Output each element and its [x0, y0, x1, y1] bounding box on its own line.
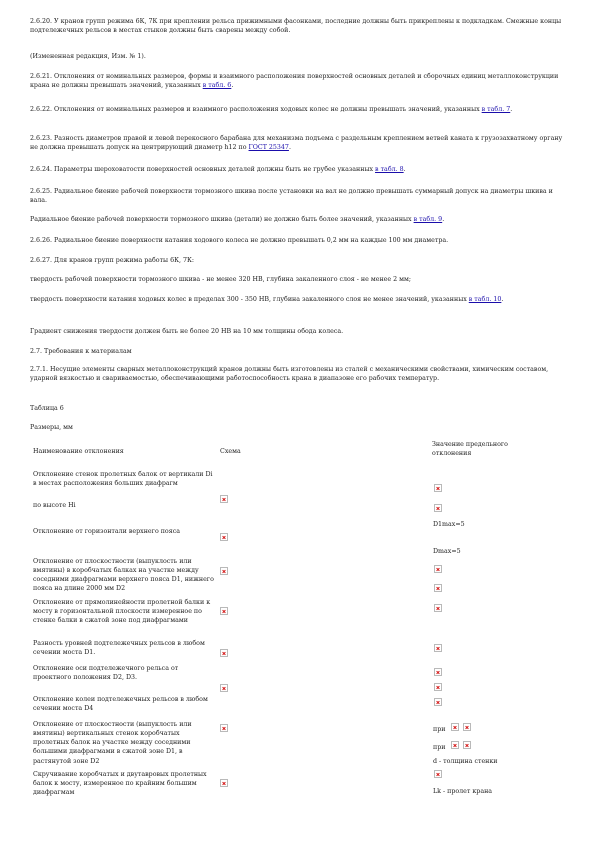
paragraph-2-6-23: 2.6.23. Разность диаметров правой и левой перекосного барабана для механизма подъема с раздельным креплением ветвей каната к грузозахватному органу не должна превышать допуск на центрирующий диаметр h12 по ГОСТ 25347.: [30, 135, 563, 152]
limit-value: Lk - пролет крана: [433, 788, 493, 795]
link-table-9[interactable]: в табл. 9: [413, 216, 443, 223]
paragraph-text: Радиальное биение рабочей поверхности тормозного шкива (детали) не должно быть более значений, указанных: [30, 216, 414, 223]
table-row: Отклонение стенок пролетных балок от вертикали Di в местах расположения больших диафрагм: [33, 471, 213, 488]
table-header-limit: Значение предельного отклонения: [432, 441, 508, 458]
paragraph-2-6-25: 2.6.25. Радиальное биение рабочей поверхности тормозного шкива после установки на вал не должно превышать суммарный допуск на диаметры шкива и вала.: [30, 188, 553, 205]
broken-image-icon: [463, 741, 471, 749]
paragraph-2-6-20: 2.6.20. У кранов групп режима 6К, 7К при креплении рельса прижимными фасонками, последние должны быть прикреплены к подкладкам. Смежные концы подтележечных рельсов в местах стыков должны быть сварены между собой.: [30, 18, 562, 35]
broken-image-icon: [434, 504, 442, 512]
table-caption: Таблица 6: [30, 405, 64, 412]
broken-image-icon: [220, 724, 228, 732]
paragraph-2-6-27: 2.6.27. Для кранов групп режима работы 6К, 7К:: [30, 257, 194, 264]
limit-value: Dmax=5: [433, 548, 461, 555]
paragraph-2-6-21: 2.6.21. Отклонения от номинальных размеров, формы и взаимного расположения поверхностей основных деталей и сборочных единиц металлоконструкции крана не должны превышать значений, указанных в табл. 6.: [30, 73, 559, 90]
paragraph-2-6-24: 2.6.24. Параметры шероховатости поверхностей основных деталей должны быть не грубее указанных в табл. 8.: [30, 166, 406, 173]
table-units: Размеры, мм: [30, 424, 73, 431]
section-heading-2-7: 2.7. Требования к материалам: [30, 348, 132, 355]
table-header-deviation: Наименование отклонения: [33, 448, 124, 455]
broken-image-icon: [220, 495, 228, 503]
broken-image-icon: [434, 668, 442, 676]
table-row: по высоте Hi: [33, 502, 76, 509]
paragraph-text: твердость поверхности катания ходовых колес в пределах 300 - 350 HB, глубина закаленного слоя не менее значений, указанных: [30, 296, 469, 303]
table-row: Отклонение оси подтележечного рельса от проектного положения D2, D3.: [33, 665, 179, 682]
broken-image-icon: [451, 723, 459, 731]
table-row: Отклонение от прямолинейности пролетной балки к мосту в горизонтальной плоскости измеренное по стенке балки в сжатой зоне под диафрагмами: [33, 599, 211, 625]
paragraph-radial-runout: Радиальное биение рабочей поверхности тормозного шкива (детали) не должно быть более значений, указанных в табл. 9.: [30, 216, 445, 223]
table-row: Отклонение от горизонтали верхнего пояса: [33, 528, 180, 535]
paragraph-2-7-1: 2.7.1. Несущие элементы сварных металлоконструкций кранов должны быть изготовлены из сталей с механическими свойствами, химическим составом, ударной вязкостью и свариваемостью, обеспечивающими работоспособность крана в диапазоне его рабочих температур.: [30, 366, 549, 383]
broken-image-icon: [434, 644, 442, 652]
broken-image-icon: [451, 741, 459, 749]
broken-image-icon: [434, 770, 442, 778]
paragraph-amendment: (Измененная редакция, Изм. № 1).: [30, 53, 146, 60]
link-table-10[interactable]: в табл. 10: [468, 296, 502, 303]
paragraph-hardness-wheels: твердость поверхности катания ходовых колес в пределах 300 - 350 HB, глубина закаленного слоя не менее значений, указанных в табл. 10.: [30, 296, 504, 303]
paragraph-text: 2.6.24. Параметры шероховатости поверхностей основных деталей должны быть не грубее указанных: [30, 166, 376, 173]
paragraph-2-6-26: 2.6.26. Радиальное биение поверхности катания ходового колеса не должно превышать 0,2 мм на каждые 100 мм диаметра.: [30, 237, 449, 244]
link-table-7[interactable]: в табл. 7: [481, 106, 511, 113]
table-header-scheme: Схема: [220, 448, 241, 455]
limit-value: d - толщина стенки: [433, 758, 498, 765]
broken-image-icon: [434, 484, 442, 492]
table-row: Отклонение от плоскостности (выпуклость или вмятины) в коробчатых балках на участке между соседними диафрагмами верхнего пояса D1, нижнего пояса на длине 2000 мм D2: [33, 558, 214, 593]
broken-image-icon: [220, 684, 228, 692]
paragraph-hardness-gradient: Градиент снижения твердости должен быть не более 20 HB на 10 мм толщины обода колеса.: [30, 328, 344, 335]
table-row: Разность уровней подтележечных рельсов в любом сечении моста D1.: [33, 640, 205, 657]
paragraph-2-6-22: 2.6.22. Отклонения от номинальных размеров и взаимного расположения ходовых колес не должны превышать значений, указанных в табл. 7.: [30, 106, 513, 113]
limit-value: D1max=5: [433, 521, 465, 528]
link-table-6[interactable]: в табл. 6: [202, 82, 232, 90]
paragraph-text: 2.6.23. Разность диаметров правой и левой перекосного барабана для механизма подъема с раздельным креплением ветвей каната к грузозахватному органу не должна превышать допуск на центрирующий диаметр h12 по: [30, 135, 563, 152]
link-table-8[interactable]: в табл. 8: [375, 166, 404, 173]
broken-image-icon: [434, 698, 442, 706]
link-gost-25347[interactable]: ГОСТ 25347: [248, 144, 289, 152]
table-row: Отклонение от плоскостности (выпуклость или вмятины) вертикальных стенок коробчатых пролетных балок на участке между соседними большими диафрагмами в сжатой зоне D1, в растянутой зоне D2: [33, 721, 192, 765]
table-row: Скручивание коробчатых и двутавровых пролетных балок к мосту, измеренное по крайним большим диафрагмам: [33, 771, 207, 797]
broken-image-icon: [220, 649, 228, 657]
limit-value: при: [433, 726, 446, 733]
broken-image-icon: [220, 607, 228, 615]
broken-image-icon: [434, 584, 442, 592]
limit-value: при: [433, 744, 446, 751]
paragraph-text: 2.6.21. Отклонения от номинальных размеров, формы и взаимного расположения поверхностей основных деталей и сборочных единиц металлоконструкции крана не должны превышать значений, указанных: [30, 73, 559, 90]
table-row: Отклонение колеи подтележечных рельсов в любом сечении моста D4: [33, 696, 208, 713]
broken-image-icon: [220, 779, 228, 787]
broken-image-icon: [463, 723, 471, 731]
paragraph-text: 2.6.22. Отклонения от номинальных размеров и взаимного расположения ходовых колес не должны превышать значений, указанных: [30, 106, 482, 113]
broken-image-icon: [434, 683, 442, 691]
paragraph-hardness-drum: твердость рабочей поверхности тормозного шкива - не менее 320 HB, глубина закаленного слоя - не менее 2 мм;: [30, 276, 412, 283]
broken-image-icon: [220, 567, 228, 575]
broken-image-icon: [434, 604, 442, 612]
broken-image-icon: [434, 565, 442, 573]
broken-image-icon: [220, 533, 228, 541]
